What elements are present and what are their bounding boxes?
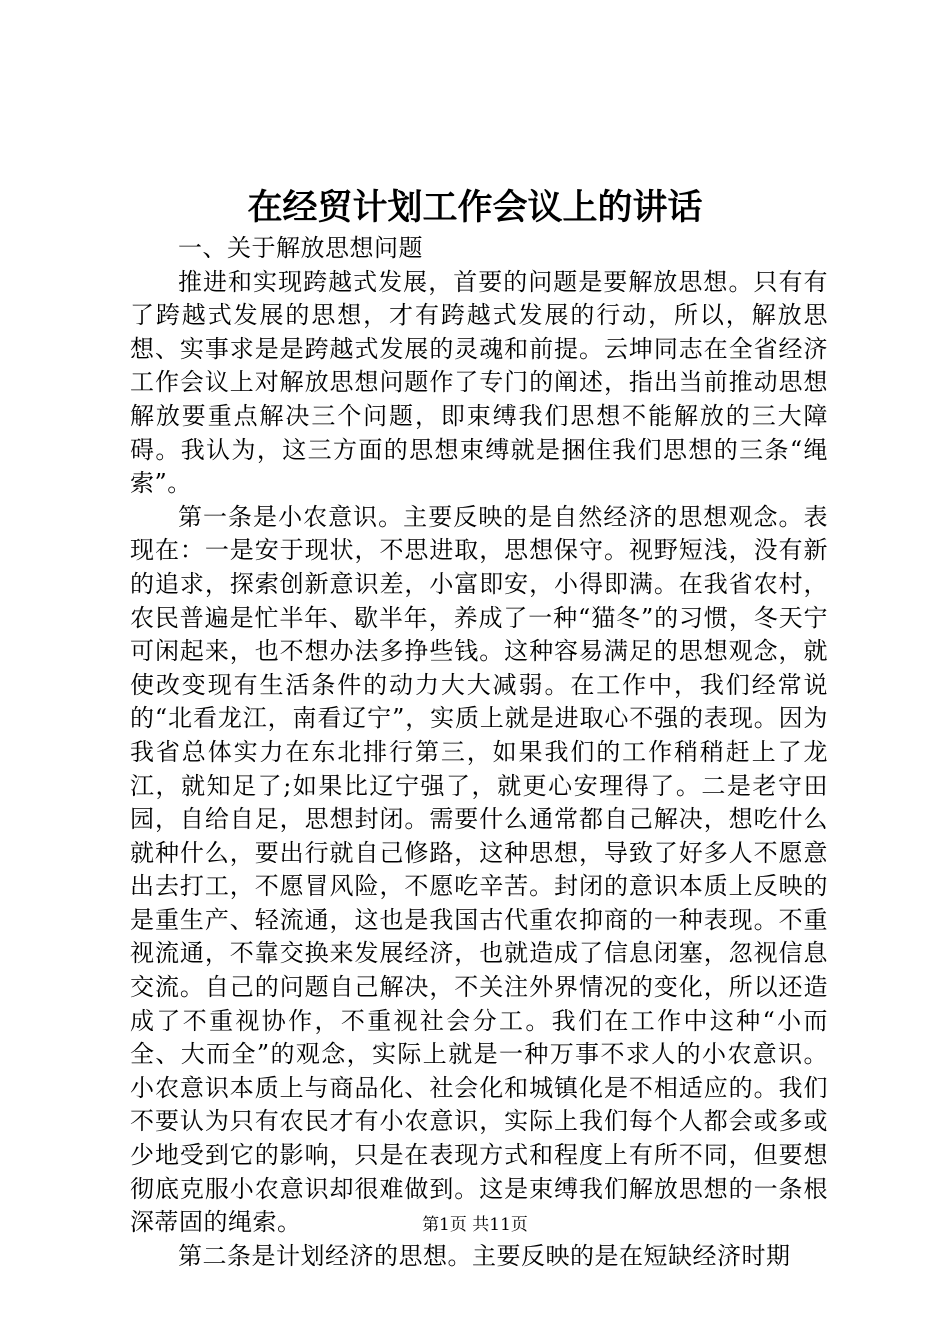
section-heading: 一、关于解放思想问题 xyxy=(178,234,423,262)
document-body xyxy=(130,232,828,1273)
paragraph: 第一条是小农意识。主要反映的是自然经济的思想观念。表现在：一是安于现状，不思进取，思想保守。视野短浅，没有新的追求，探索创新意识差，小富即安，小得即满。在我省农村，农民普遍是忙半年、歇半年，养成了一种“猫冬”的习惯，冬天宁可闲起来，也不想办法多挣些钱。这种容易满足的思想观念，就使改变现有生活条件的动力大大减弱。在工作中，我们经常说的“北看龙江，南看辽宁”，实质上就是进取心不强的表现。因为我省总体实力在东北排行第三，如果我们的工作稍稍赶上了龙江，就知足了;如果比辽宁强了，就更心安理得了。二是老守田园，自给自足，思想封闭。需要什么通常都自己解决，想吃什么就种什么，要出行就自己修路，这种思想，导致了好多人不愿意出去打工，不愿冒风险，不愿吃辛苦。封闭的意识本质上反映的是重生产、轻流通，这也是我国古代重农抑商的一种表现。不重视流通，不靠交换来发展经济，也就造成了信息闭塞，忽视信息交流。自己的问题自己解决，不关注外界情况的变化，所以还造成了不重视协作，不重视社会分工。我们在工作中这种“小而全、大而全”的观念，实际上就是一种万事不求人的小农意识。小农意识本质上与商品化、社会化和城镇化是不相适应的。我们不要认为只有农民才有小农意识，实际上我们每个人都会或多或少地受到它的影响，只是在表现方式和程度上有所不同，但要想彻底克服小农意识却很难做到。这是束缚我们解放思想的一条根深蒂固的绳索。 xyxy=(130,502,828,1237)
page-number-footer: 第1页 共11页 xyxy=(422,1215,528,1235)
document-title: 在经贸计划工作会议上的讲话 xyxy=(247,187,703,228)
paragraph: 第二条是计划经济的思想。主要反映的是在短缺经济时期 xyxy=(178,1241,791,1270)
paragraph: 推进和实现跨越式发展，首要的问题是要解放思想。只有有了跨越式发展的思想，才有跨越式发展的行动，所以，解放思想、实事求是是跨越式发展的灵魂和前提。云坤同志在全省经济工作会议上对解放思想问题作了专门的阐述，指出当前推动思想解放要重点解决三个问题，即束缚我们思想不能解放的三大障碍。我认为，这三方面的思想束缚就是捆住我们思想的三条“绳索”。 xyxy=(130,267,828,498)
